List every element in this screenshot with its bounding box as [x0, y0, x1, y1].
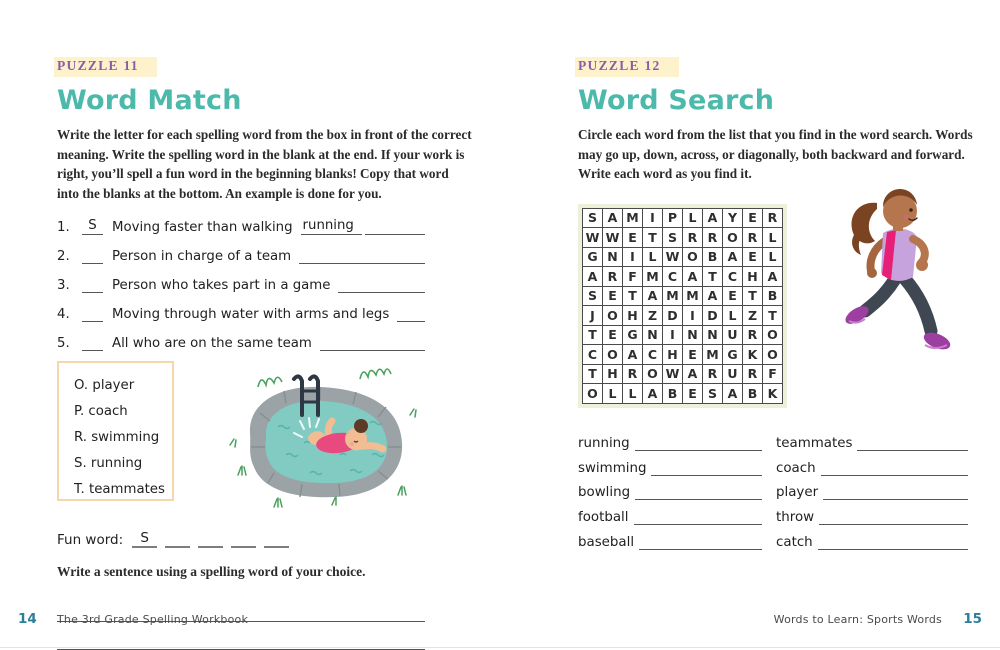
grid-cell: S	[703, 384, 723, 404]
word-list-row	[776, 427, 968, 452]
grid-cell: I	[663, 325, 683, 345]
word-label: baseball	[578, 534, 635, 550]
grid-cell: E	[743, 208, 763, 228]
grid-cell: T	[743, 286, 763, 306]
grid-cell: E	[683, 384, 703, 404]
letter-blank	[82, 321, 103, 322]
item-clue: Person who takes part in a game	[112, 278, 331, 294]
answer-blank-line	[338, 276, 425, 293]
word-list-row	[776, 525, 968, 550]
word-blank-line	[823, 484, 968, 500]
word-list-row	[578, 500, 762, 525]
word-list-row	[578, 451, 762, 476]
page-title: Word Search	[578, 85, 775, 116]
word-blank-line	[819, 509, 968, 525]
word-list-row	[776, 500, 968, 525]
sentence-prompt: Write a sentence using a spelling word of your choice.	[57, 564, 366, 580]
grid-cell: O	[763, 325, 783, 345]
grid-cell: O	[643, 364, 663, 384]
grid-cell: C	[663, 267, 683, 287]
grid-cell: W	[663, 364, 683, 384]
answer-blank-line	[299, 247, 425, 264]
answer-blank-line	[320, 334, 425, 351]
answer-blank-line	[397, 305, 425, 322]
word-bank-item: P. coach	[74, 404, 128, 420]
grid-cell: W	[663, 247, 683, 267]
grid-cell: I	[683, 306, 703, 326]
grid-cell: A	[583, 267, 603, 287]
word-list-right	[776, 427, 968, 550]
grid-cell: L	[643, 247, 663, 267]
grid-cell: O	[723, 228, 743, 248]
grid-cell: R	[603, 267, 623, 287]
match-list	[57, 216, 425, 351]
grid-cell: A	[683, 364, 703, 384]
word-list-left	[578, 427, 762, 550]
grid-cell: W	[603, 228, 623, 248]
right-page	[578, 55, 973, 550]
grid-cell: L	[683, 208, 703, 228]
grid-cell: M	[683, 286, 703, 306]
fun-word-label: Fun word:	[57, 532, 124, 549]
grid-cell: A	[643, 384, 663, 404]
word-list-row	[578, 476, 762, 501]
puzzle-label: PUZZLE 12	[575, 57, 679, 77]
grid-cell: T	[583, 325, 603, 345]
word-bank-item: R. swimming	[74, 430, 160, 446]
word-label: catch	[776, 534, 813, 550]
grid-cell: P	[663, 208, 683, 228]
letter-blank	[82, 350, 103, 351]
grid-cell: N	[683, 325, 703, 345]
page-title: Word Match	[57, 85, 242, 116]
grid-cell: T	[703, 267, 723, 287]
grid-cell: O	[603, 345, 623, 365]
grid-cell: O	[763, 345, 783, 365]
word-list-row	[578, 427, 762, 452]
grid-cell: E	[603, 325, 623, 345]
item-clue: Moving faster than walking	[112, 220, 293, 236]
word-blank-line	[857, 435, 968, 451]
grid-cell: U	[723, 325, 743, 345]
grid-cell: A	[723, 247, 743, 267]
grid-cell: A	[703, 286, 723, 306]
letter-blank: S	[82, 218, 103, 235]
grid-cell: U	[723, 364, 743, 384]
grid-cell: L	[723, 306, 743, 326]
word-blank-line	[635, 435, 762, 451]
answer-word: running	[301, 218, 362, 235]
grid-cell: S	[583, 208, 603, 228]
grid-cell: L	[603, 384, 623, 404]
grid-cell: J	[583, 306, 603, 326]
fun-word-blank	[231, 531, 256, 548]
item-number: 3.	[57, 278, 70, 294]
grid-cell: O	[603, 306, 623, 326]
grid-cell: Y	[723, 208, 743, 228]
grid-cell: T	[583, 364, 603, 384]
grid-cell: T	[643, 228, 663, 248]
word-label: throw	[776, 510, 815, 526]
grid-cell: F	[623, 267, 643, 287]
grid-cell: A	[723, 384, 743, 404]
grid-cell: R	[743, 325, 763, 345]
grid-cell: A	[683, 267, 703, 287]
word-label: football	[578, 510, 629, 526]
grid-cell: D	[703, 306, 723, 326]
grid-cell: R	[703, 364, 723, 384]
left-page	[57, 55, 472, 650]
grid-cell: R	[683, 228, 703, 248]
grid-cell: C	[723, 267, 743, 287]
word-list-row	[776, 476, 968, 501]
grid-cell: T	[763, 306, 783, 326]
grid-cell: E	[603, 286, 623, 306]
item-number: 5.	[57, 336, 70, 352]
grid-cell: C	[583, 345, 603, 365]
word-bank-item: T. teammates	[74, 482, 165, 498]
letter-blank	[82, 263, 103, 264]
match-item	[57, 216, 425, 235]
item-number: 1.	[57, 220, 70, 236]
grid-cell: N	[603, 247, 623, 267]
word-list-row	[776, 451, 968, 476]
grid-cell: O	[583, 384, 603, 404]
grid-cell: R	[763, 208, 783, 228]
word-blank-line	[821, 460, 968, 476]
fun-word-row	[57, 531, 425, 548]
grid-cell: R	[743, 228, 763, 248]
word-bank-item: O. player	[74, 378, 135, 394]
puzzle-label: PUZZLE 11	[54, 57, 157, 77]
item-clue: All who are on the same team	[112, 336, 312, 352]
grid-cell: Z	[743, 306, 763, 326]
word-label: coach	[776, 460, 816, 476]
match-item	[57, 332, 425, 351]
word-blank-line	[639, 534, 762, 550]
grid-cell: B	[663, 384, 683, 404]
running-girl-illustration	[821, 173, 973, 375]
word-label: bowling	[578, 485, 631, 501]
word-list-row	[578, 525, 762, 550]
word-label: swimming	[578, 460, 647, 476]
grid-cell: G	[723, 345, 743, 365]
grid-cell: Z	[643, 306, 663, 326]
page-number-left: 14	[18, 611, 37, 627]
grid-cell: I	[623, 247, 643, 267]
grid-cell: R	[703, 228, 723, 248]
grid-cell: F	[763, 364, 783, 384]
word-bank-box	[57, 361, 174, 501]
grid-cell: L	[623, 384, 643, 404]
match-item	[57, 274, 425, 293]
grid-cell: E	[623, 228, 643, 248]
grid-cell: G	[583, 247, 603, 267]
word-lists	[578, 427, 968, 550]
fun-word-blanks	[132, 531, 297, 548]
word-blank-line	[634, 509, 763, 525]
fun-word-blank	[264, 531, 289, 548]
item-clue: Person in charge of a team	[112, 249, 292, 265]
grid-cell: S	[583, 286, 603, 306]
item-clue: Moving through water with arms and legs	[112, 307, 390, 323]
grid-cell: E	[743, 247, 763, 267]
swimming-pool-illustration	[220, 355, 422, 519]
instructions-text: Write the letter for each spelling word from the box in front of the correct meaning. Write the spelling word in the blank at the end. If your work is right, you’ll spell a fun word in the beginning blanks! Copy that word into the blanks at the bottom. An example is done for you.	[57, 127, 472, 201]
grid-cell: K	[763, 384, 783, 404]
grid-cell: B	[743, 384, 763, 404]
grid-cell: N	[703, 325, 723, 345]
grid-cell: H	[623, 306, 643, 326]
match-item	[57, 303, 425, 322]
grid-cell: H	[663, 345, 683, 365]
grid-cell: E	[683, 345, 703, 365]
word-label: teammates	[776, 436, 853, 452]
grid-cell: R	[743, 364, 763, 384]
grid-cell: H	[603, 364, 623, 384]
grid-cell: M	[623, 208, 643, 228]
grid-cell: A	[703, 208, 723, 228]
grid-cell: R	[623, 364, 643, 384]
grid-cell: A	[623, 345, 643, 365]
grid-cell: G	[623, 325, 643, 345]
answer-blank-line	[365, 218, 425, 235]
grid-cell: M	[643, 267, 663, 287]
grid-cell: H	[743, 267, 763, 287]
grid-cell: M	[703, 345, 723, 365]
grid-cell: C	[643, 345, 663, 365]
grid-cell: K	[743, 345, 763, 365]
fun-word-blank	[165, 531, 190, 548]
grid-cell: N	[643, 325, 663, 345]
grid-cell: B	[703, 247, 723, 267]
footer-book-title: The 3rd Grade Spelling Workbook	[57, 613, 249, 626]
page-number-right: 15	[963, 611, 982, 627]
word-search-grid	[582, 208, 783, 404]
match-item	[57, 245, 425, 264]
instructions-text: Circle each word from the list that you find in the word search. Words may go up, down, across, or diagonally, both backward and forward. Write each word as you find it.	[578, 127, 973, 181]
grid-cell: A	[643, 286, 663, 306]
grid-cell: D	[663, 306, 683, 326]
grid-cell: A	[603, 208, 623, 228]
word-label: player	[776, 485, 819, 501]
fun-word-blank: S	[132, 531, 157, 548]
word-bank-item: S. running	[74, 456, 143, 472]
word-box-and-illustration-row	[57, 361, 425, 519]
word-label: running	[578, 436, 630, 452]
letter-blank	[82, 292, 103, 293]
grid-cell: B	[763, 286, 783, 306]
grid-cell: O	[683, 247, 703, 267]
grid-cell: W	[583, 228, 603, 248]
grid-cell: L	[763, 228, 783, 248]
word-blank-line	[818, 534, 968, 550]
item-number: 2.	[57, 249, 70, 265]
grid-cell: T	[623, 286, 643, 306]
grid-cell: E	[723, 286, 743, 306]
item-number: 4.	[57, 307, 70, 323]
grid-cell: I	[643, 208, 663, 228]
word-search-grid-frame	[578, 204, 787, 408]
word-blank-line	[635, 484, 762, 500]
fun-word-blank	[198, 531, 223, 548]
footer-section-title: Words to Learn: Sports Words	[773, 613, 942, 626]
grid-cell: S	[663, 228, 683, 248]
word-blank-line	[651, 460, 762, 476]
grid-cell: A	[763, 267, 783, 287]
grid-cell: M	[663, 286, 683, 306]
grid-cell: L	[763, 247, 783, 267]
